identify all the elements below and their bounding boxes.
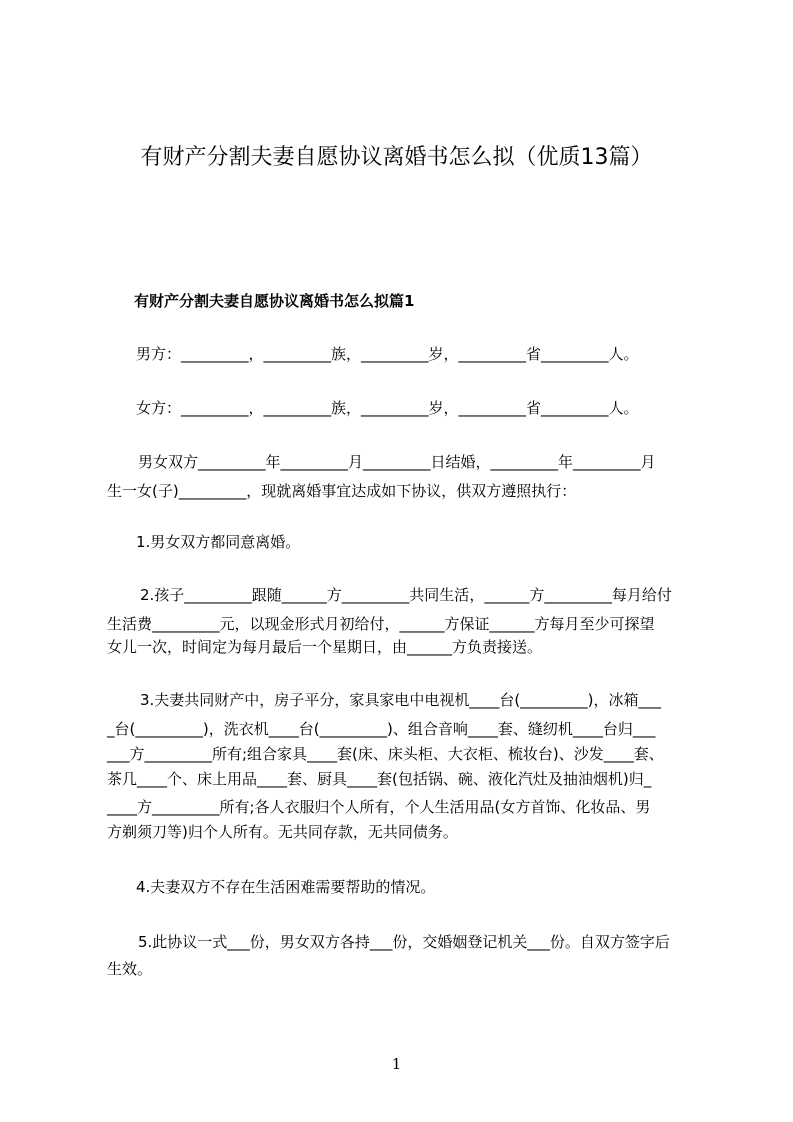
paragraph-item-3-line-3: ___方_________所有;组合家具____套(床、床头柜、大衣柜、梳妆台)、沙发____套、 [107,745,664,763]
section-heading: 有财产分割夫妻自愿协议离婚书怎么拟篇1 [134,292,415,310]
paragraph-item-3-line-5: ____方_________所有;各人衣服归个人所有，个人生活用品(女方首饰、化妆品、男 [107,798,651,816]
paragraph-item-4: 4.夫妻双方不存在生活困难需要帮助的情况。 [136,878,436,896]
paragraph-item-2-line-2: 生活费_________元，以现金形式月初给付，______方保证______方每月至少可探望 [107,615,655,633]
paragraph-item-2-line-1: 2.孩子_________跟随______方_________共同生活，______方_________每月给付 [140,586,672,604]
paragraph-item-3-line-2: _台(_________)，洗衣机____台(_________)、组合音响____套、缝纫机____台归___ [107,720,656,738]
paragraph-item-3-line-1: 3.夫妻共同财产中，房子平分，家具家电中电视机____台(_________)，冰箱___ [140,691,662,709]
paragraph-item-5-line-1: 5.此协议一式___份，男女双方各持___份，交婚姻登记机关___份。自双方签字后 [138,933,670,951]
paragraph-intro-line-1: 男女双方_________年_________月_________日结婚，_________年_________月 [138,453,656,471]
paragraph-male: 男方：_________，_________族，_________岁，_________省_________人。 [136,345,639,363]
paragraph-item-1: 1.男女双方都同意离婚。 [136,533,301,551]
paragraph-female: 女方：_________，_________族，_________岁，_________省_________人。 [136,399,639,417]
paragraph-item-3-line-4: 茶几____个、床上用品____套、厨具____套(包括锅、碗、液化汽灶及抽油烟机)归_ [107,770,652,788]
paragraph-item-2-line-3: 女儿一次，时间定为每月最后一个星期日，由______方负责接送。 [107,638,543,656]
document-title: 有财产分割夫妻自愿协议离婚书怎么拟（优质13篇） [140,145,653,170]
page-number: 1 [391,1055,402,1073]
paragraph-intro-line-2: 生一女(子)_________，现就离婚事宜达成如下协议，供双方遵照执行： [107,482,577,500]
paragraph-item-3-line-6: 方剃须刀等)归个人所有。无共同存款，无共同债务。 [107,823,458,841]
paragraph-item-5-line-2: 生效。 [107,960,153,978]
